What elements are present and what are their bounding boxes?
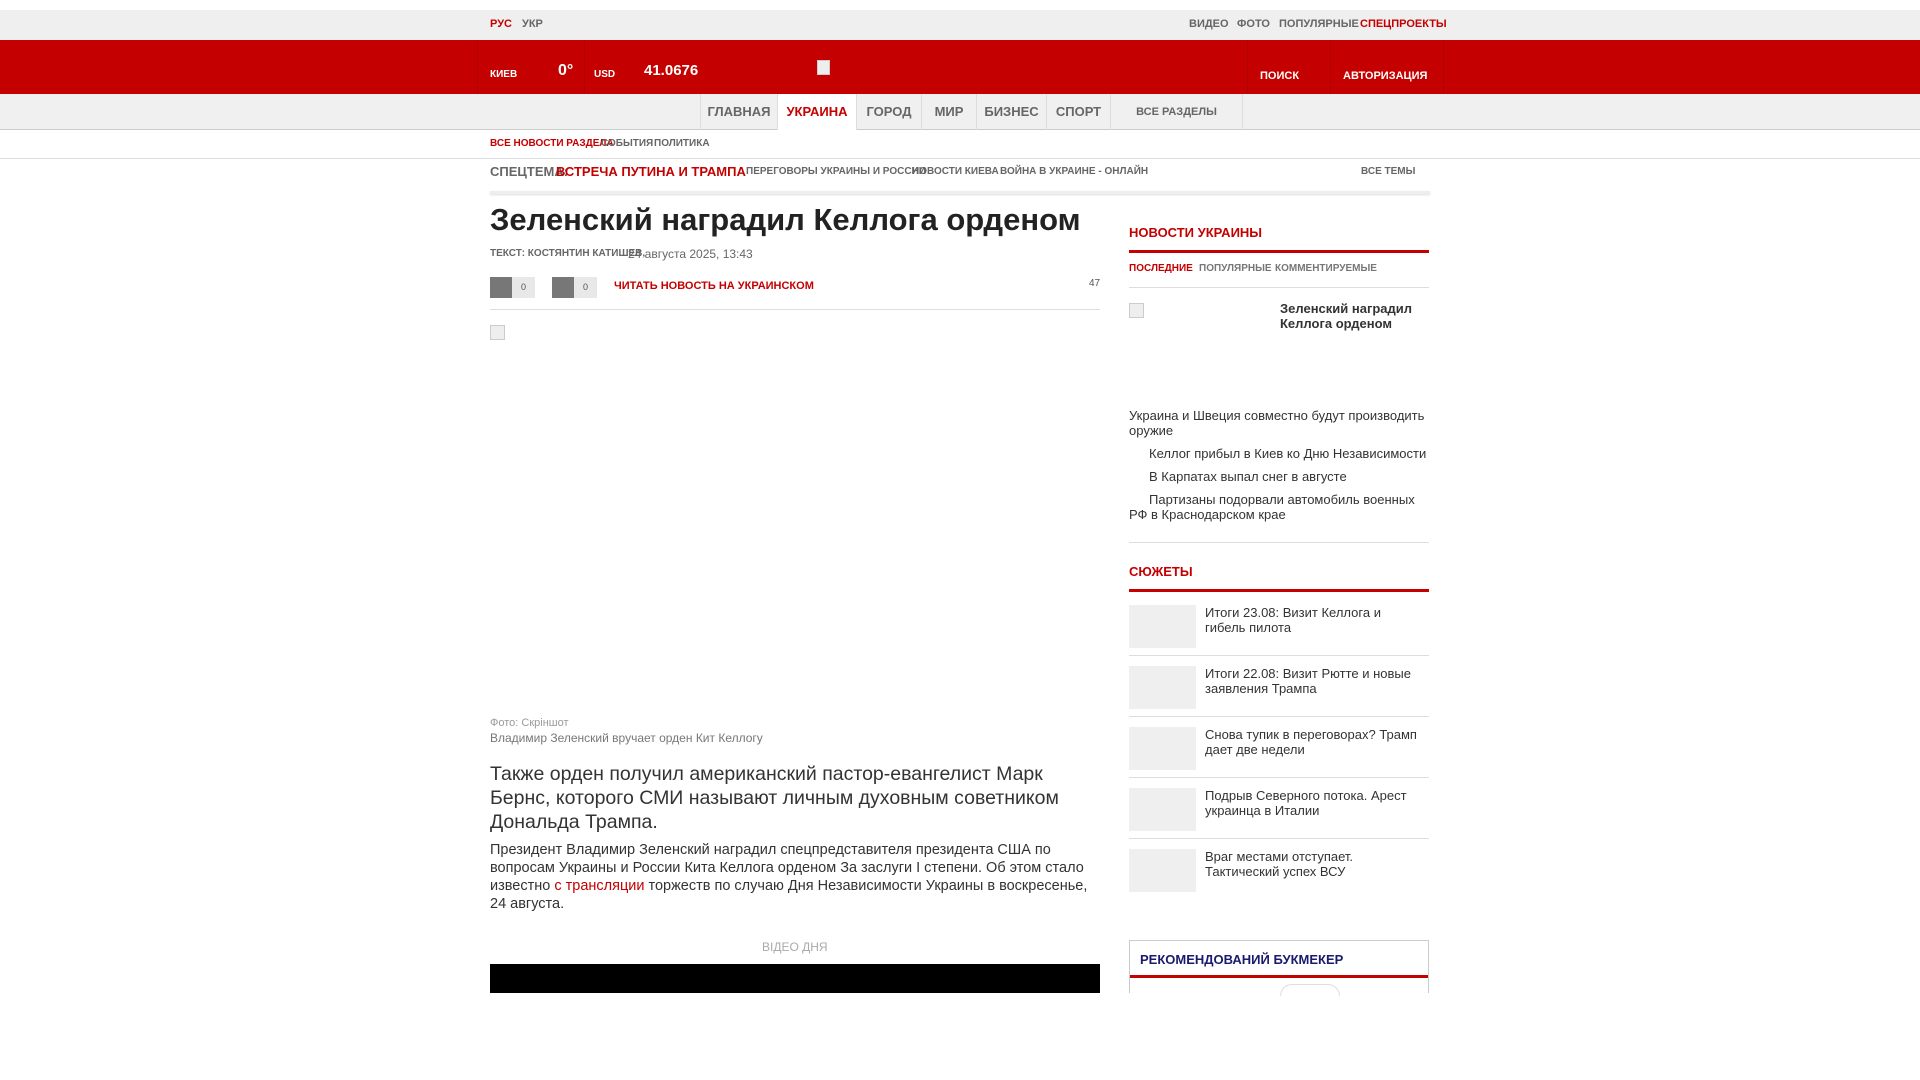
share-facebook-button[interactable] bbox=[490, 277, 512, 298]
video-player[interactable] bbox=[490, 964, 1100, 993]
link-video[interactable]: ВИДЕО bbox=[1189, 18, 1229, 30]
nav-ukraine[interactable]: УКРАИНА bbox=[777, 94, 856, 130]
subnav-all-news[interactable]: ВСЕ НОВОСТИ РАЗДЕЛА bbox=[490, 138, 614, 149]
special-theme-label: СПЕЦТЕМА: bbox=[490, 164, 569, 179]
video-of-day-label: ВІДЕО ДНЯ bbox=[762, 940, 828, 954]
share-count: 0 bbox=[512, 277, 535, 298]
red-rule bbox=[1130, 975, 1428, 978]
divider bbox=[0, 158, 1920, 159]
body-text: Президент Владимир Зеленский наградил спецпредставителя президента США по вопросам Украины и России Кита Келлога орденом За заслуги I степени. Об этом стало известно bbox=[490, 842, 1084, 894]
story-item[interactable] bbox=[1129, 839, 1429, 900]
share-count: 0 bbox=[574, 277, 597, 298]
bookmaker-title: РЕКОМЕНДОВАНИЙ БУКМЕКЕР bbox=[1140, 952, 1344, 967]
red-rule bbox=[1129, 250, 1429, 253]
photo-caption: Владимир Зеленский вручает орден Кит Келлогу bbox=[490, 731, 763, 745]
top-news-item[interactable]: Зеленский наградил Келлога орденом bbox=[1280, 301, 1413, 331]
story-thumbnail bbox=[1129, 849, 1196, 892]
nav-sport[interactable]: СПОРТ bbox=[1046, 94, 1110, 130]
exchange-rate: 41.0676 bbox=[644, 62, 699, 79]
news-list-item[interactable]: Келлог прибыл в Киев ко Дню Независимости bbox=[1149, 446, 1427, 461]
search-button[interactable]: ПОИСК bbox=[1260, 70, 1300, 82]
photo-credit: Фото: Скріншот bbox=[490, 717, 569, 729]
link-specprojects[interactable]: СПЕЦПРОЕКТЫ bbox=[1360, 18, 1447, 30]
all-themes-link[interactable]: ВСЕ ТЕМЫ bbox=[1361, 166, 1416, 177]
lang-rus[interactable]: РУС bbox=[490, 18, 512, 30]
news-list-item[interactable]: Партизаны подорвали автомобиль военных РФ в Краснодарском крае bbox=[1129, 492, 1415, 522]
article-title: Зеленский наградил Келлога орденом bbox=[490, 202, 1081, 237]
article-lead: Также орден получил американский пастор-евангелист Марк Бернс, которого СМИ называют личным духовным советником Дональда Трампа. bbox=[490, 763, 1059, 833]
nav-city[interactable]: ГОРОД bbox=[856, 94, 921, 130]
subnav-events[interactable]: СОБЫТИЯ bbox=[601, 138, 654, 149]
news-list-item[interactable]: В Карпатах выпал снег в августе bbox=[1149, 469, 1347, 484]
site-header bbox=[0, 40, 1920, 94]
story-title[interactable]: Подрыв Северного потока. Арест украинца в Италии bbox=[1205, 788, 1407, 818]
story-thumbnail bbox=[1129, 605, 1196, 648]
nav-world[interactable]: МИР bbox=[921, 94, 976, 130]
theme-link[interactable]: НОВОСТИ КИЕВА bbox=[912, 166, 999, 177]
nav-main[interactable]: ГЛАВНАЯ bbox=[700, 94, 777, 130]
story-item[interactable] bbox=[1129, 656, 1429, 717]
story-thumbnail bbox=[1129, 788, 1196, 831]
article-author[interactable]: ТЕКСТ: КОСТЯНТИН КАТИШЕВ, bbox=[490, 248, 646, 259]
views-count: 47 bbox=[1089, 278, 1101, 289]
nav-business[interactable]: БИЗНЕС bbox=[976, 94, 1046, 130]
divider bbox=[490, 309, 1100, 310]
theme-link[interactable]: ВОЙНА В УКРАИНЕ - ОНЛАЙН bbox=[1000, 166, 1149, 177]
divider bbox=[490, 191, 1430, 194]
theme-link[interactable]: ПЕРЕГОВОРЫ УКРАИНЫ И РОССИИ bbox=[746, 166, 926, 177]
link-photo[interactable]: ФОТО bbox=[1237, 18, 1270, 30]
tab-commented[interactable]: КОММЕНТИРУЕМЫЕ bbox=[1275, 263, 1377, 274]
tab-latest[interactable]: ПОСЛЕДНИЕ bbox=[1129, 263, 1193, 274]
story-title[interactable]: Итоги 23.08: Визит Келлога и гибель пилота bbox=[1205, 605, 1381, 635]
broadcast-link[interactable]: с трансляции bbox=[554, 878, 645, 894]
logo-broken-image-icon[interactable] bbox=[817, 60, 830, 75]
city-label: КИЕВ bbox=[490, 69, 518, 80]
story-thumbnail bbox=[1129, 666, 1196, 709]
subnav-politics[interactable]: ПОЛИТИКА bbox=[654, 138, 710, 149]
special-theme-main[interactable]: ВСТРЕЧА ПУТИНА И ТРАМПА bbox=[556, 164, 746, 179]
news-list-item[interactable]: Украина и Швеция совместно будут производить оружие bbox=[1129, 408, 1425, 438]
divider bbox=[1129, 542, 1429, 543]
currency-label: USD bbox=[594, 69, 616, 80]
link-popular[interactable]: ПОПУЛЯРНЫЕ bbox=[1279, 18, 1359, 30]
login-button[interactable]: АВТОРИЗАЦИЯ bbox=[1343, 70, 1428, 82]
main-nav bbox=[0, 94, 1920, 130]
lang-ukr[interactable]: УКР bbox=[522, 18, 543, 30]
story-title[interactable]: Снова тупик в переговорах? Трамп дает две недели bbox=[1205, 727, 1417, 757]
nav-all-sections[interactable]: ВСЕ РАЗДЕЛЫ bbox=[1110, 94, 1243, 130]
stories-title: СЮЖЕТЫ bbox=[1129, 564, 1193, 579]
story-item[interactable] bbox=[1129, 778, 1429, 839]
bookmaker-widget bbox=[1129, 940, 1429, 993]
bookmaker-logo[interactable] bbox=[1280, 984, 1340, 996]
red-rule bbox=[1129, 589, 1429, 592]
story-item[interactable] bbox=[1129, 717, 1429, 778]
share-telegram-button[interactable] bbox=[552, 277, 574, 298]
article-body bbox=[490, 841, 1100, 913]
body-text: торжеств по случаю Дня Независимости Украины в воскресенье, 24 августа. bbox=[490, 878, 1088, 912]
divider bbox=[1129, 287, 1429, 288]
temperature: 0° bbox=[558, 62, 574, 79]
sidebar-news-title: НОВОСТИ УКРАИНЫ bbox=[1129, 225, 1263, 240]
story-thumbnail bbox=[1129, 727, 1196, 770]
top-bar bbox=[0, 10, 1920, 40]
read-in-ukrainian-link[interactable]: ЧИТАТЬ НОВОСТЬ НА УКРАИНСКОМ bbox=[614, 280, 814, 292]
story-title[interactable]: Враг местами отступает. Тактический успех ВСУ bbox=[1205, 849, 1354, 879]
news-thumbnail[interactable] bbox=[1129, 303, 1144, 318]
article-date: 24 августа 2025, 13:43 bbox=[628, 247, 753, 261]
article-image bbox=[490, 325, 1100, 710]
tab-popular[interactable]: ПОПУЛЯРНЫЕ bbox=[1199, 263, 1272, 274]
story-title[interactable]: Итоги 22.08: Визит Рютте и новые заявления Трампа bbox=[1205, 666, 1411, 696]
broken-image-icon bbox=[490, 325, 505, 340]
story-item[interactable] bbox=[1129, 595, 1429, 656]
